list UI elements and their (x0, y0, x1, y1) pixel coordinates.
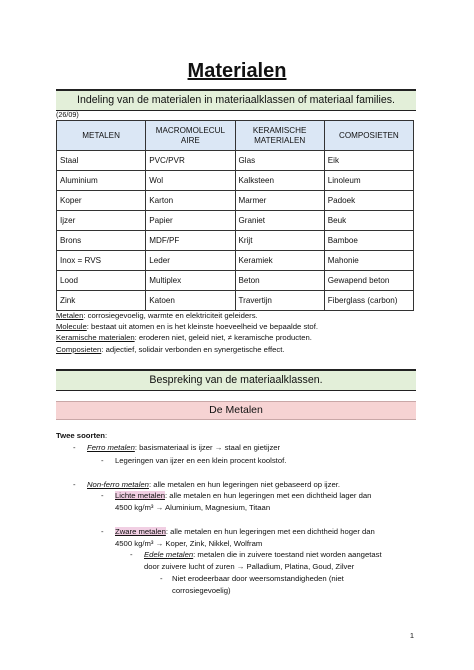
table-cell: Mahonie (324, 251, 413, 271)
date-label: (26/09) (56, 110, 79, 119)
table-header-row (57, 121, 414, 151)
table-cell: Koper (57, 191, 146, 211)
table-cell: Beton (235, 271, 324, 291)
nonferro-term: Non-ferro metalen (87, 480, 149, 489)
table-cell: Krijt (235, 231, 324, 251)
table-row (57, 171, 414, 191)
bullet-dash: - (73, 480, 76, 489)
definition-item (56, 321, 436, 332)
twee-soorten-label: Twee soorten (56, 431, 105, 440)
table-cell: MDF/PF (146, 231, 235, 251)
column-header: COMPOSIETEN (324, 121, 413, 151)
edele-sub-line: Niet erodeerbaar door weersomstandigheden (niet (172, 574, 344, 583)
page-title: Materialen (187, 60, 287, 82)
table-row (57, 151, 414, 171)
table-cell: Brons (57, 231, 146, 251)
ferro-line (87, 442, 280, 454)
definition-item (56, 310, 436, 321)
bullet-dash: - (101, 491, 104, 500)
table-cell: Fiberglass (carbon) (324, 291, 413, 311)
table-cell: Staal (57, 151, 146, 171)
edele-line (144, 549, 382, 561)
table-cell: Keramiek (235, 251, 324, 271)
table-cell: Multiplex (146, 271, 235, 291)
table-cell: Leder (146, 251, 235, 271)
bullet-dash: - (101, 456, 104, 465)
zware-term: Zware metalen (115, 527, 166, 536)
column-header: KERAMISCHE MATERIALEN (235, 121, 324, 151)
ferro-sub-line: Legeringen van ijzer en een klein procent koolstof. (115, 456, 287, 465)
zware-line (115, 526, 375, 538)
table-row (57, 291, 414, 311)
definition-term: Metalen (56, 311, 84, 320)
nonferro-text: : alle metalen en hun legeringen niet gebaseerd op ijzer. (148, 480, 341, 489)
table-cell: Travertijn (235, 291, 324, 311)
table-cell: Lood (57, 271, 146, 291)
lichte-line (115, 490, 371, 502)
table-cell: Katoen (146, 291, 235, 311)
edele-text: : metalen die in zuivere toestand niet worden aangetast (193, 550, 382, 559)
table-cell: Eik (324, 151, 413, 171)
table-cell: Inox = RVS (57, 251, 146, 271)
table-cell: Beuk (324, 211, 413, 231)
table-cell: Padoek (324, 191, 413, 211)
table-cell: Glas (235, 151, 324, 171)
table-row (57, 271, 414, 291)
lichte-text: : alle metalen en hun legeringen met een dichtheid lager dan (165, 491, 372, 500)
table-cell: Papier (146, 211, 235, 231)
edele-line-2: door zuivere lucht of zuren → Palladium, Platina, Goud, Zilver (144, 562, 355, 571)
lichte-term: Lichte metalen (115, 491, 165, 500)
table-cell: Zink (57, 291, 146, 311)
twee-soorten-line (56, 430, 107, 442)
table-cell: Aluminium (57, 171, 146, 191)
page-number: 1 (409, 631, 414, 640)
bullet-dash: - (101, 527, 104, 536)
section-heading-bespreking: Bespreking van de materiaalklassen. (56, 369, 416, 391)
table-cell: Kalksteen (235, 171, 324, 191)
definition-term: Composieten (56, 344, 102, 354)
lichte-line-2: 4500 kg/m³ → Aluminium, Magnesium, Titaan (115, 503, 271, 512)
zware-text: : alle metalen en hun legeringen met een dichtheid hoger dan (165, 527, 375, 536)
table-cell: Ijzer (57, 211, 146, 231)
definition-item (56, 344, 436, 355)
table-row (57, 191, 414, 211)
bullet-dash: - (130, 550, 133, 559)
table-cell: Bamboe (324, 231, 413, 251)
table-row (57, 251, 414, 271)
definition-text: : eroderen niet, geleid niet, ≠ keramische producten. (134, 333, 312, 343)
colon: : (104, 431, 108, 440)
definition-item (56, 332, 436, 343)
table-cell: Marmer (235, 191, 324, 211)
ferro-text: : basismateriaal is ijzer → staal en gietijzer (134, 443, 281, 452)
definition-text: : corrosiegevoelig, warmte en elektriciteit geleiders. (83, 311, 258, 320)
bullet-dash: - (160, 574, 163, 583)
definition-text: : adjectief, solidair verbonden en synergetische effect. (101, 344, 285, 354)
definition-term: Keramische materialen (56, 333, 135, 343)
section-heading-indeling: Indeling van de materialen in materiaalklassen of materiaal families. (56, 89, 416, 111)
table-cell: Karton (146, 191, 235, 211)
edele-term: Edele metalen (144, 550, 194, 559)
bullet-dash: - (73, 443, 76, 452)
table-cell: PVC/PVR (146, 151, 235, 171)
zware-line-2: 4500 kg/m³ → Koper, Zink, Nikkel, Wolfram (115, 539, 263, 548)
definition-text: : bestaat uit atomen en is het kleinste hoeveelheid ve bepaalde stof. (86, 322, 318, 332)
column-header: METALEN (57, 121, 146, 151)
column-header: MACROMOLECUL AIRE (146, 121, 235, 151)
table-cell: Linoleum (324, 171, 413, 191)
materials-table (56, 120, 414, 311)
definition-term: Molecule (56, 322, 87, 332)
table-cell: Gewapend beton (324, 271, 413, 291)
table-row (57, 231, 414, 251)
table-cell: Graniet (235, 211, 324, 231)
table-cell: Wol (146, 171, 235, 191)
table-row (57, 211, 414, 231)
edele-sub-line-2: corrosiegevoelig) (172, 586, 231, 595)
definitions-list (56, 310, 436, 355)
subsection-heading-metalen: De Metalen (56, 401, 416, 420)
ferro-term: Ferro metalen (87, 443, 135, 452)
